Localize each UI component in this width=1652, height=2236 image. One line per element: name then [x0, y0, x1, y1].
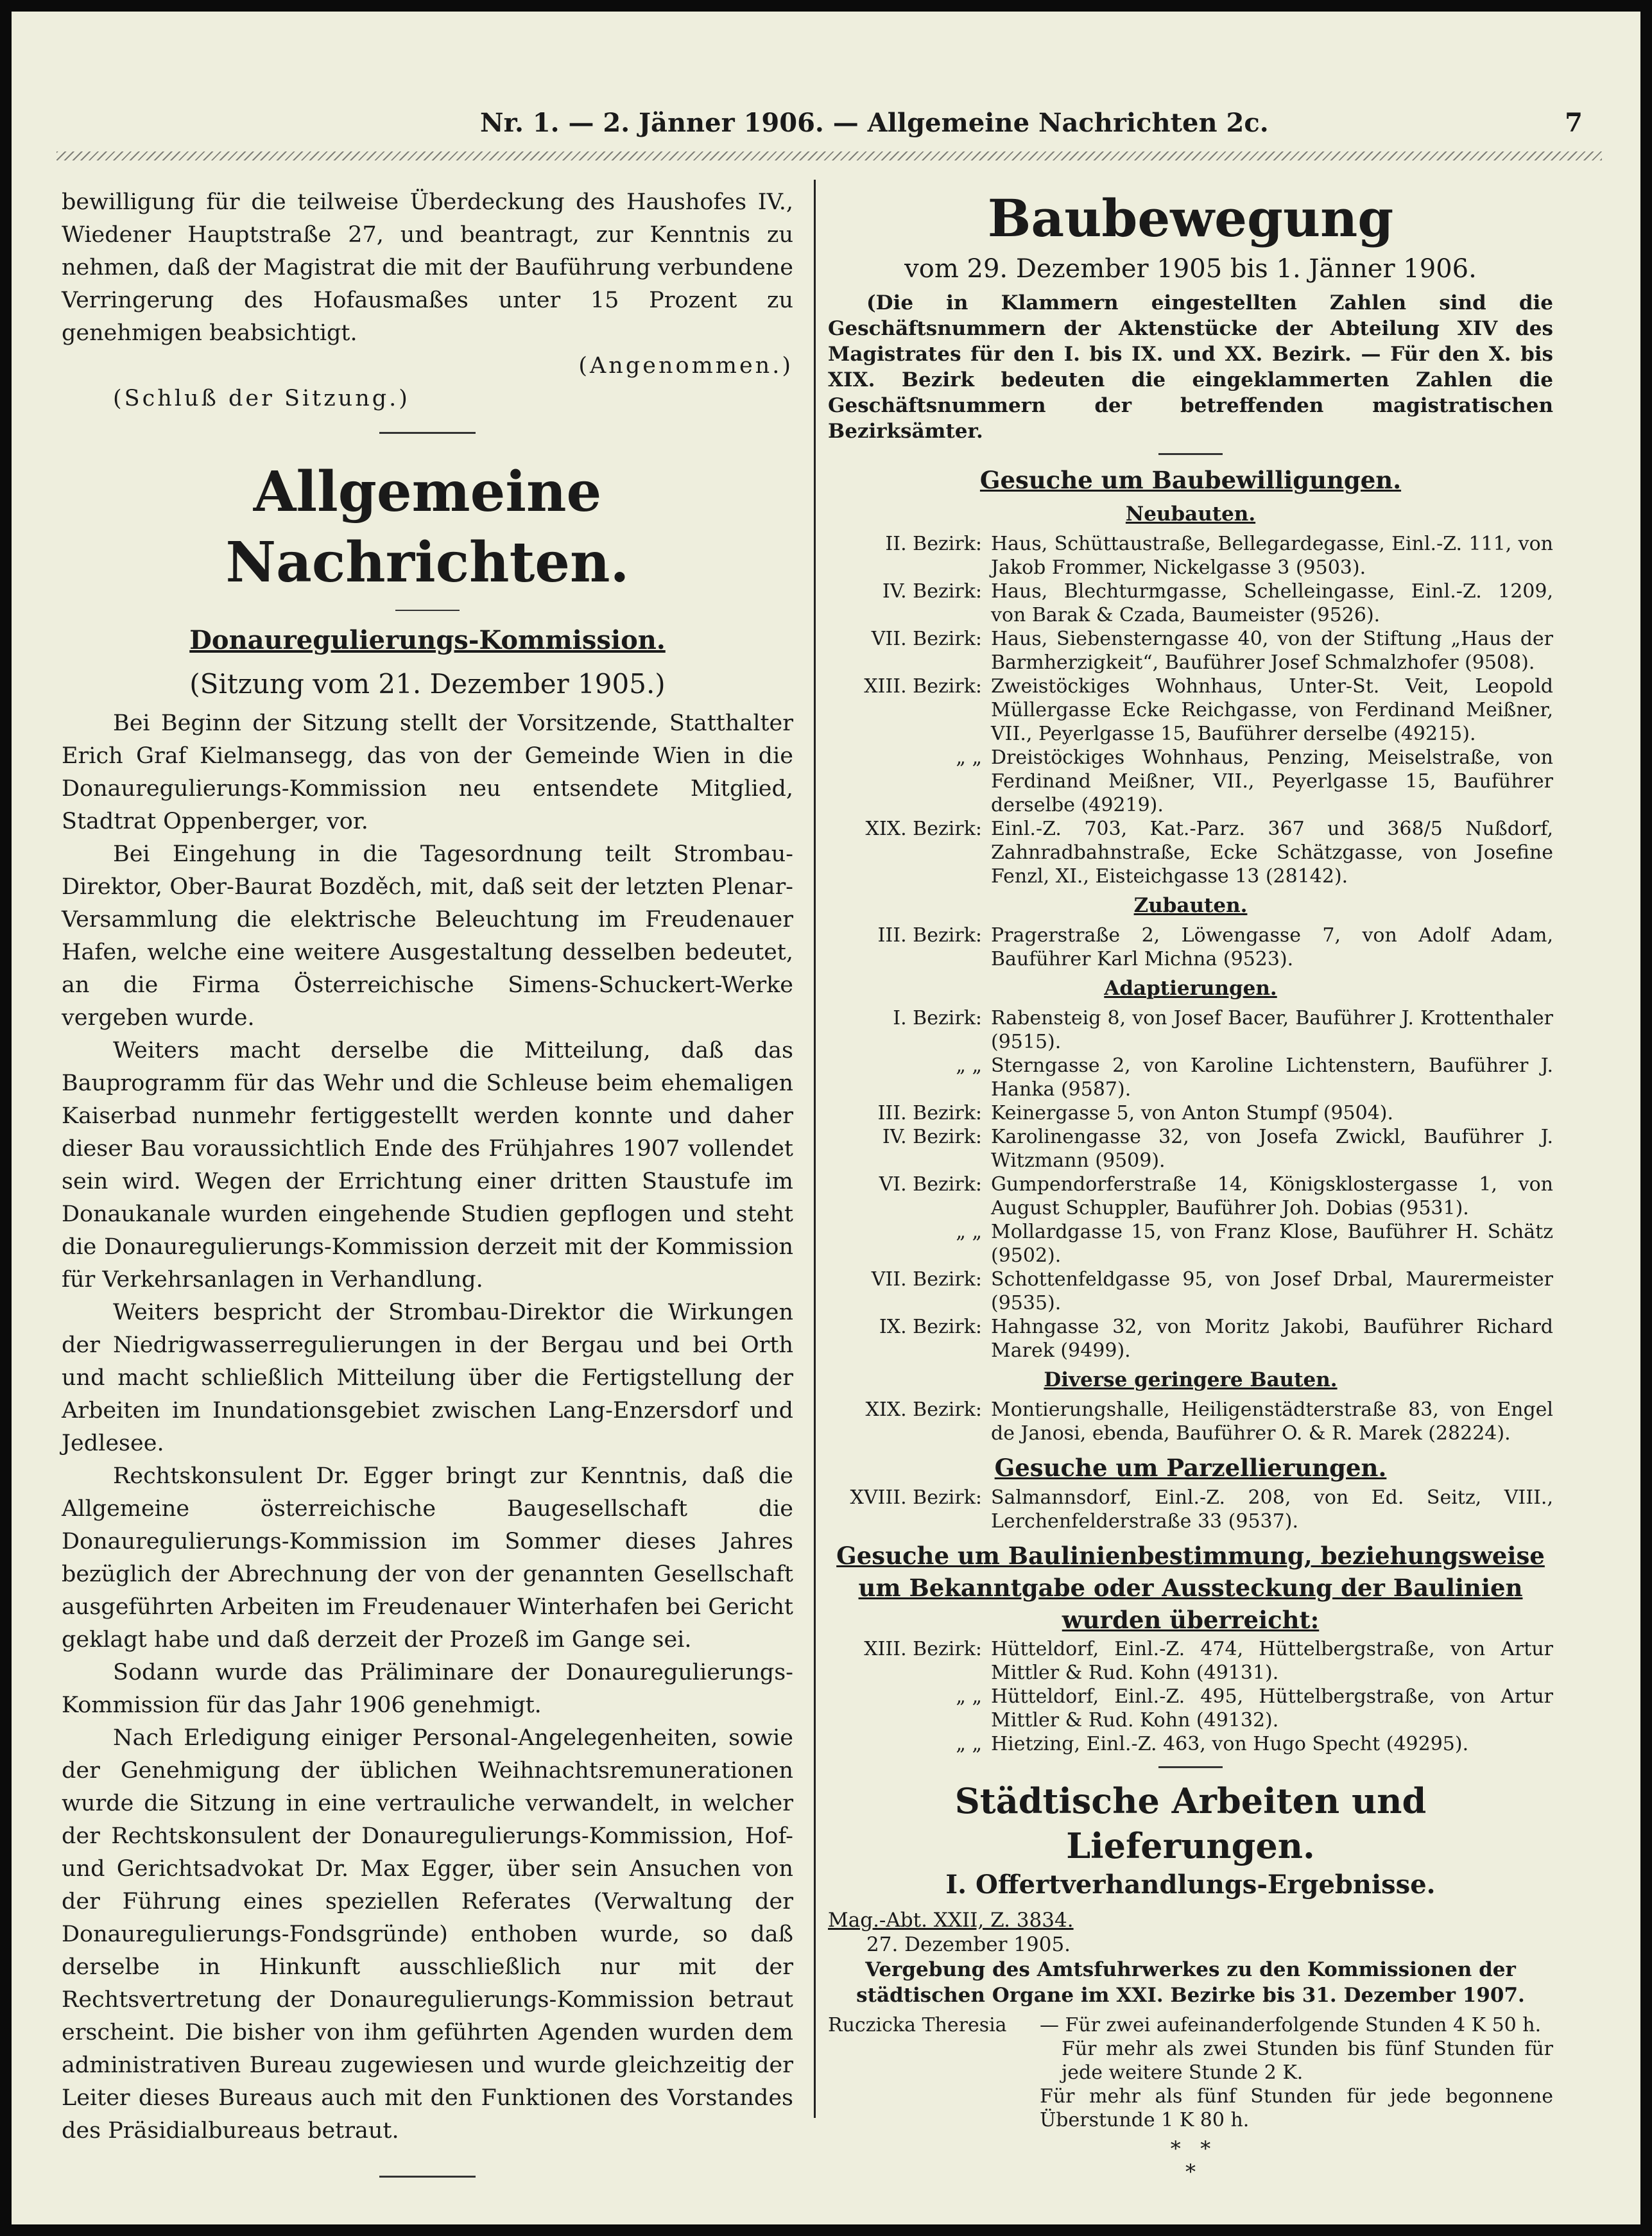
district-label: „ „	[956, 1054, 982, 1077]
district-entry	[828, 1486, 1553, 1533]
district-label: XIII. Bezirk:	[864, 675, 982, 698]
district-label: IX. Bezirk:	[879, 1316, 982, 1338]
zubauten-list	[828, 924, 1553, 971]
paragraph: Weiters macht derselbe die Mitteilung, daß das Bauprogramm für das Wehr und die Schleuse beim ehemaligen Kaiserbad nunmehr fertiggestellt werden konnte und daher dieser Bau voraussichtlich Ende des Frühjahres 1907 vollendet sein wird. Wegen der Errichtung einer dritten Staustufe im Donaukanale wurden eingehende Studien gepflogen und steht die Donauregulierungs-Kommission derzeit mit der Kommission für Verkehrsanlagen in Verhandlung.	[62, 1038, 793, 1293]
district-label: VII. Bezirk:	[871, 628, 982, 650]
adaptierungen-list	[828, 1006, 1553, 1363]
entry-text: Hietzing, Einl.-Z. 463, von Hugo Specht (49295).	[991, 1733, 1469, 1755]
tariff-rates	[1040, 2013, 1553, 2132]
tariff-row	[828, 2013, 1553, 2132]
paragraph: Weiters bespricht der Strombau-Direktor die Wirkungen der Niedrigwasserregulierungen in der Bergau und bei Orth und macht schließlich Mitteilung über die Fertigstellung der Arbeiten im Inundationsgebiet zwischen Lang-Enzersdorf und Jedlesee.	[62, 1300, 793, 1456]
district-label: „ „	[956, 746, 982, 769]
district-entry	[828, 1220, 1553, 1268]
paragraph: Bei Beginn der Sitzung stellt der Vorsitzende, Statthalter Erich Graf Kielmansegg, das von der Gemeinde Wien in die Donauregulierungs-Kommission neu entsendete Mitglied, Stadtrat Oppenberger, vor.	[62, 710, 793, 834]
running-title: Nr. 1. — 2. Jänner 1906. — Allgemeine Nachrichten 2c.	[480, 108, 1269, 138]
subsection-heading: Neubauten.	[1125, 503, 1256, 526]
section-title: Allgemeine Nachrichten.	[225, 460, 630, 595]
continued-text: bewilligung für die teilweise Überdeckung des Haushofes IV., Wiedener Hauptstraße 27, und beantragt, zur Kenntnis zu nehmen, daß der Magistrat die mit der Bauführung verbundene Verringerung des Hofausmaßes unter 15 Prozent zu genehmigen beabsichtigt.	[62, 189, 793, 346]
entry-text: Karolinengasse 32, von Josefa Zwickl, Bauführer J. Witzmann (9509).	[991, 1126, 1553, 1172]
district-entry	[828, 1315, 1553, 1363]
entry-text: Mollardgasse 15, von Franz Klose, Bauführer H. Schätz (9502).	[991, 1221, 1553, 1267]
district-label: XIX. Bezirk:	[865, 818, 982, 840]
district-entry	[828, 924, 1553, 971]
subsection-heading: Zubauten.	[1133, 894, 1248, 917]
district-label: IV. Bezirk:	[882, 580, 982, 603]
bidder-name: Ruczicka Theresia	[828, 2014, 1007, 2036]
column-divider	[814, 180, 816, 2118]
district-entry	[828, 1125, 1553, 1173]
subsection-heading: Diverse geringere Bauten.	[1044, 1368, 1338, 1391]
district-entry	[828, 1732, 1553, 1756]
district-entry	[828, 817, 1553, 888]
district-label: XIX. Bezirk:	[865, 1398, 982, 1421]
district-label: „ „	[956, 1685, 982, 1708]
section-heading: Gesuche um Parzellierungen.	[994, 1454, 1387, 1482]
district-entry	[828, 1637, 1553, 1685]
explanatory-note: (Die in Klammern eingestellten Zahlen sind die Geschäftsnummern der Aktenstücke der Abteilung XIV des Magistrates für den I. bis IX. und XX. Bezirk. — Für den X. bis XIX. Bezirk bedeuten die eingeklammerten Zahlen die Geschäftsnummern der betreffenden magistratischen Bezirksämter.	[828, 291, 1553, 443]
district-label: „ „	[956, 1221, 982, 1243]
rate-line: Für mehr als zwei Stunden bis fünf Stunden für jede weitere Stunde 2 K.	[1062, 2038, 1553, 2084]
works-title: Städtische Arbeiten und Lieferungen.	[954, 1780, 1427, 1866]
district-entry	[828, 1054, 1553, 1101]
magistrate-reference: Mag.-Abt. XXII, Z. 3834.	[828, 1909, 1074, 1932]
paragraph: Sodann wurde das Präliminare der Donauregulierungs-Kommission für das Jahr 1906 genehmigt.	[62, 1660, 793, 1718]
entry-text: Gumpendorferstraße 14, Königsklostergasse 1, von August Schuppler, Bauführer Joh. Dobias (9531).	[991, 1173, 1553, 1219]
divider	[379, 432, 476, 434]
entry-text: Schottenfeldgasse 95, von Josef Drbal, Maurermeister (9535).	[991, 1268, 1553, 1314]
district-entry	[828, 1398, 1553, 1445]
district-label: „ „	[956, 1733, 982, 1755]
entry-text: Einl.-Z. 703, Kat.-Parz. 367 und 368/5 Nußdorf, Zahnradbahnstraße, Ecke Schätzgasse, von Josefine Fenzl, XI., Eisteichgasse 13 (28142).	[991, 818, 1553, 888]
left-column	[62, 186, 793, 2194]
page-number: 7	[1565, 108, 1583, 138]
section-heading: Gesuche um Baulinienbestimmung, beziehungsweise um Bekanntgabe oder Aussteckung der Baulinien wurden überreicht:	[836, 1542, 1545, 1634]
divider	[1158, 453, 1223, 455]
entry-text: Montierungshalle, Heiligenstädterstraße 83, von Engel de Janosi, ebenda, Bauführer O. & R. Marek (28224).	[991, 1398, 1553, 1445]
entry-text: Pragerstraße 2, Löwengasse 7, von Adolf Adam, Bauführer Karl Michna (9523).	[991, 924, 1553, 970]
district-entry	[828, 1173, 1553, 1220]
district-label: XIII. Bezirk:	[864, 1638, 982, 1660]
district-label: XVIII. Bezirk:	[850, 1486, 982, 1509]
district-entry	[828, 1101, 1553, 1125]
session-end-note: (Schluß der Sitzung.)	[113, 386, 410, 411]
entry-text: Dreistöckiges Wohnhaus, Penzing, Meiselstraße, von Ferdinand Meißner, VII., Peyerlgasse 15, Bauführer derselbe (49219).	[991, 746, 1553, 816]
paragraph: Nach Erledigung einiger Personal-Angelegenheiten, sowie der Genehmigung der üblichen Weihnachtsremunerationen wurde die Sitzung in eine vertrauliche verwandelt, in welcher der Rechtskonsulent der Donauregulierungs-Kommission, Hof- und Gerichtsadvokat Dr. Max Egger, über sein Ansuchen von der Führung eines speziellen Referates (Verwaltung der Donauregulierungs-Fondsgründe) enthoben wurde, so daß derselbe in Hinkunft ausschließlich nur mit der Rechtsvertretung der Donauregulierungs-Kommission betraut erscheint. Die bisher von ihm geführten Agenden wurden dem administrativen Bureau zugewiesen und wurde gleichzeitig der Leiter dieses Bureaus auch mit den Funktionen des Vorstandes des Präsidialbureaus betraut.	[62, 1725, 793, 2144]
district-entry	[828, 675, 1553, 746]
parzellierungen-list	[828, 1486, 1553, 1533]
district-label: VI. Bezirk:	[879, 1173, 982, 1196]
district-entry	[828, 1268, 1553, 1315]
award-description: Vergebung des Amtsfuhrwerkes zu den Kommissionen der städtischen Organe im XXI. Bezirke bis 31. Dezember 1907.	[856, 1958, 1525, 2007]
offer-date: 27. Dezember 1905.	[866, 1933, 1071, 1956]
entry-text: Hütteldorf, Einl.-Z. 495, Hüttelbergstraße, von Artur Mittler & Rud. Kohn (49132).	[991, 1685, 1553, 1732]
entry-text: Keinergasse 5, von Anton Stumpf (9504).	[991, 1102, 1394, 1124]
entry-text: Salmannsdorf, Einl.-Z. 208, von Ed. Seitz, VIII., Lerchenfelderstraße 33 (9537).	[991, 1486, 1553, 1533]
session-date: (Sitzung vom 21. Dezember 1905.)	[189, 668, 666, 700]
entry-text: Hahngasse 32, von Moritz Jakobi, Bauführer Richard Marek (9499).	[991, 1316, 1553, 1362]
district-label: III. Bezirk:	[877, 924, 982, 947]
entry-text: Haus, Blechturmgasse, Schelleingasse, Einl.-Z. 1209, von Barak & Czada, Baumeister (9526).	[991, 580, 1553, 626]
entry-text: Zweistöckiges Wohnhaus, Unter-St. Veit, Leopold Müllergasse Ecke Reichgasse, von Ferdinand Meißner, VII., Peyerlgasse 15, Bauführer derselbe (49215).	[991, 675, 1553, 745]
commission-title: Donauregulierungs-Kommission.	[189, 625, 666, 655]
rate-line: — Für zwei aufeinanderfolgende Stunden 4 K 50 h.	[1040, 2014, 1542, 2036]
district-label: I. Bezirk:	[893, 1007, 982, 1029]
district-label: VII. Bezirk:	[871, 1268, 982, 1291]
subsection-heading: Adaptierungen.	[1104, 977, 1277, 1000]
right-column	[828, 186, 1553, 2183]
district-label: IV. Bezirk:	[882, 1126, 982, 1148]
neubauten-list	[828, 532, 1553, 888]
district-label: II. Bezirk:	[885, 533, 982, 555]
paragraph: Rechtskonsulent Dr. Egger bringt zur Kenntnis, daß die Allgemeine österreichische Baugesellschaft die Donauregulierungs-Kommission im Sommer dieses Jahres bezüglich der Abrechnung der von der genannten Gesellschaft ausgeführten Arbeiten im Freudenauer Winterhafen bei Gericht geklagt habe und daß derzeit der Prozeß im Gange sei.	[62, 1463, 793, 1653]
works-subtitle: I. Offertverhandlungs-Ergebnisse.	[945, 1870, 1436, 1900]
section-heading: Gesuche um Baubewilligungen.	[979, 466, 1402, 494]
district-entry	[828, 627, 1553, 675]
district-entry	[828, 532, 1553, 580]
date-range: vom 29. Dezember 1905 bis 1. Jänner 1906.	[904, 254, 1477, 284]
baubewegung-title: Baubewegung	[987, 188, 1394, 248]
baulinien-list	[828, 1637, 1553, 1756]
district-entry	[828, 1006, 1553, 1054]
entry-text: Sterngasse 2, von Karoline Lichtenstern, Bauführer J. Hanka (9587).	[991, 1054, 1553, 1101]
paragraph: Bei Eingehung in die Tagesordnung teilt Strombau-Direktor, Ober-Baurat Bozděch, mit, daß seit der letzten Plenar-Versammlung die elektrische Beleuchtung im Freudenauer Hafen, welche eine weitere Ausgestaltung desselben bedeutet, an die Firma Österreichische Simens-Schuckert-Werke vergeben wurde.	[62, 841, 793, 1031]
end-stars: * * *	[1170, 2137, 1211, 2184]
divider	[395, 610, 460, 611]
district-label: III. Bezirk:	[877, 1102, 982, 1124]
rate-line: Für mehr als fünf Stunden für jede begonnene Überstunde 1 K 80 h.	[1040, 2085, 1553, 2131]
header-rule	[56, 151, 1602, 160]
entry-text: Rabensteig 8, von Josef Bacer, Bauführer J. Krottenthaler (9515).	[991, 1007, 1553, 1053]
entry-text: Haus, Schüttaustraße, Bellegardegasse, Einl.-Z. 111, von Jakob Frommer, Nickelgasse 3 (9503).	[991, 533, 1553, 579]
newspaper-page	[12, 12, 1640, 2224]
district-entry	[828, 746, 1553, 817]
district-entry	[828, 580, 1553, 627]
page-header	[56, 108, 1596, 146]
district-entry	[828, 1685, 1553, 1732]
entry-text: Hütteldorf, Einl.-Z. 474, Hüttelbergstraße, von Artur Mittler & Rud. Kohn (49131).	[991, 1638, 1553, 1684]
divider	[1158, 1766, 1223, 1768]
diverse-list	[828, 1398, 1553, 1445]
adopted-note: (Angenommen.)	[578, 353, 793, 379]
divider	[379, 2176, 476, 2178]
entry-text: Haus, Siebensterngasse 40, von der Stiftung „Haus der Barmherzigkeit“, Bauführer Josef Schmalzhofer (9508).	[991, 628, 1553, 674]
